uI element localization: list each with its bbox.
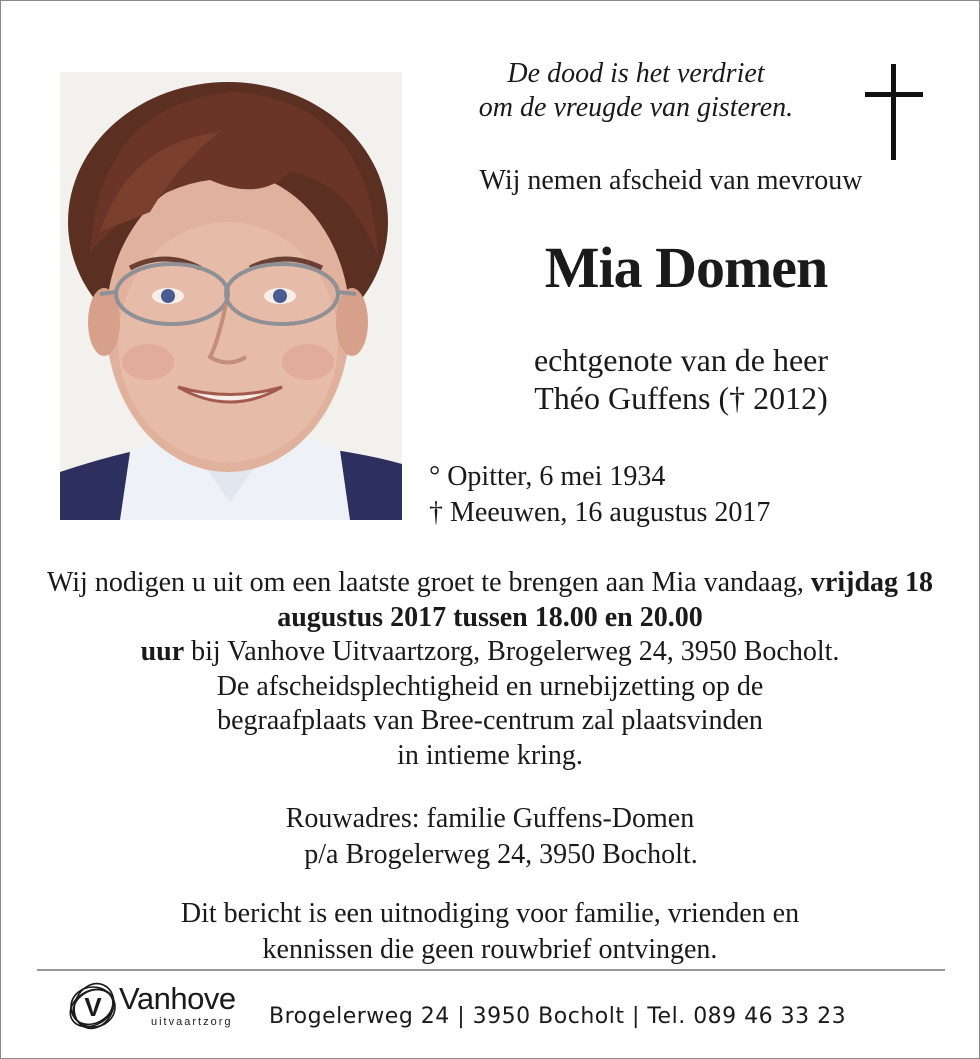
- portrait-illustration: [60, 72, 402, 520]
- logo-brand: Vanhove: [119, 981, 236, 1016]
- invite-part-2: bij Vanhove Uitvaartzorg, Brogelerweg 24, 3950 Bocholt.: [184, 636, 840, 667]
- cross-icon: [865, 64, 923, 160]
- portrait-photo: [60, 72, 402, 520]
- invite-part-1: Wij nodigen u uit om een laatste groet te brengen aan Mia vandaag,: [46, 567, 811, 598]
- footer-divider: [37, 969, 945, 971]
- notice-line-2: kennissen die geen rouwbrief ontvingen.: [262, 934, 718, 965]
- address-line-1: Rouwadres: familie Guffens-Domen: [285, 803, 695, 834]
- vanhove-logo: [67, 981, 257, 1035]
- spouse-line-1: echtgenote van de heer: [533, 342, 829, 378]
- invite-line-4: De afscheidsplechtigheid en urnebijzetting op de: [216, 670, 764, 702]
- invite-line-6: in intieme kring.: [397, 739, 583, 771]
- life-dates: [429, 459, 929, 531]
- intro-text: Wij nemen afscheid van mevrouw: [479, 165, 863, 196]
- notice-text: [31, 896, 949, 968]
- mourning-address: [31, 801, 949, 873]
- deceased-name: Mia Domen: [544, 235, 828, 300]
- memorial-quote: [421, 57, 851, 125]
- invite-bold-hour: uur: [140, 636, 185, 667]
- quote-line-2: om de vreugde van gisteren.: [478, 92, 794, 123]
- spouse-line-2: Théo Guffens († 2012): [534, 380, 828, 416]
- birth-date: ° Opitter, 6 mei 1934: [429, 461, 666, 492]
- invite-bold-date: vrijdag 18 augustus 2017 tussen 18.00 en 20.00: [277, 567, 934, 633]
- quote-line-1: De dood is het verdriet: [507, 58, 765, 89]
- notice-line-1: Dit bericht is een uitnodiging voor familie, vrienden en: [180, 898, 800, 929]
- scribble-circle-icon: [67, 981, 121, 1033]
- invitation-text: [31, 566, 949, 773]
- death-date: † Meeuwen, 16 augustus 2017: [429, 497, 771, 528]
- logo-mark-letter: V: [84, 992, 102, 1022]
- invite-line-5: begraafplaats van Bree-centrum zal plaatsvinden: [217, 705, 763, 736]
- address-line-2: p/a Brogelerweg 24, 3950 Bocholt.: [304, 839, 698, 870]
- logo-subtitle: uitvaartzorg: [151, 1016, 233, 1028]
- footer-contact: Brogelerweg 24 | 3950 Bocholt | Tel. 089 46 33 23: [269, 1004, 847, 1029]
- spouse-info: [431, 341, 931, 417]
